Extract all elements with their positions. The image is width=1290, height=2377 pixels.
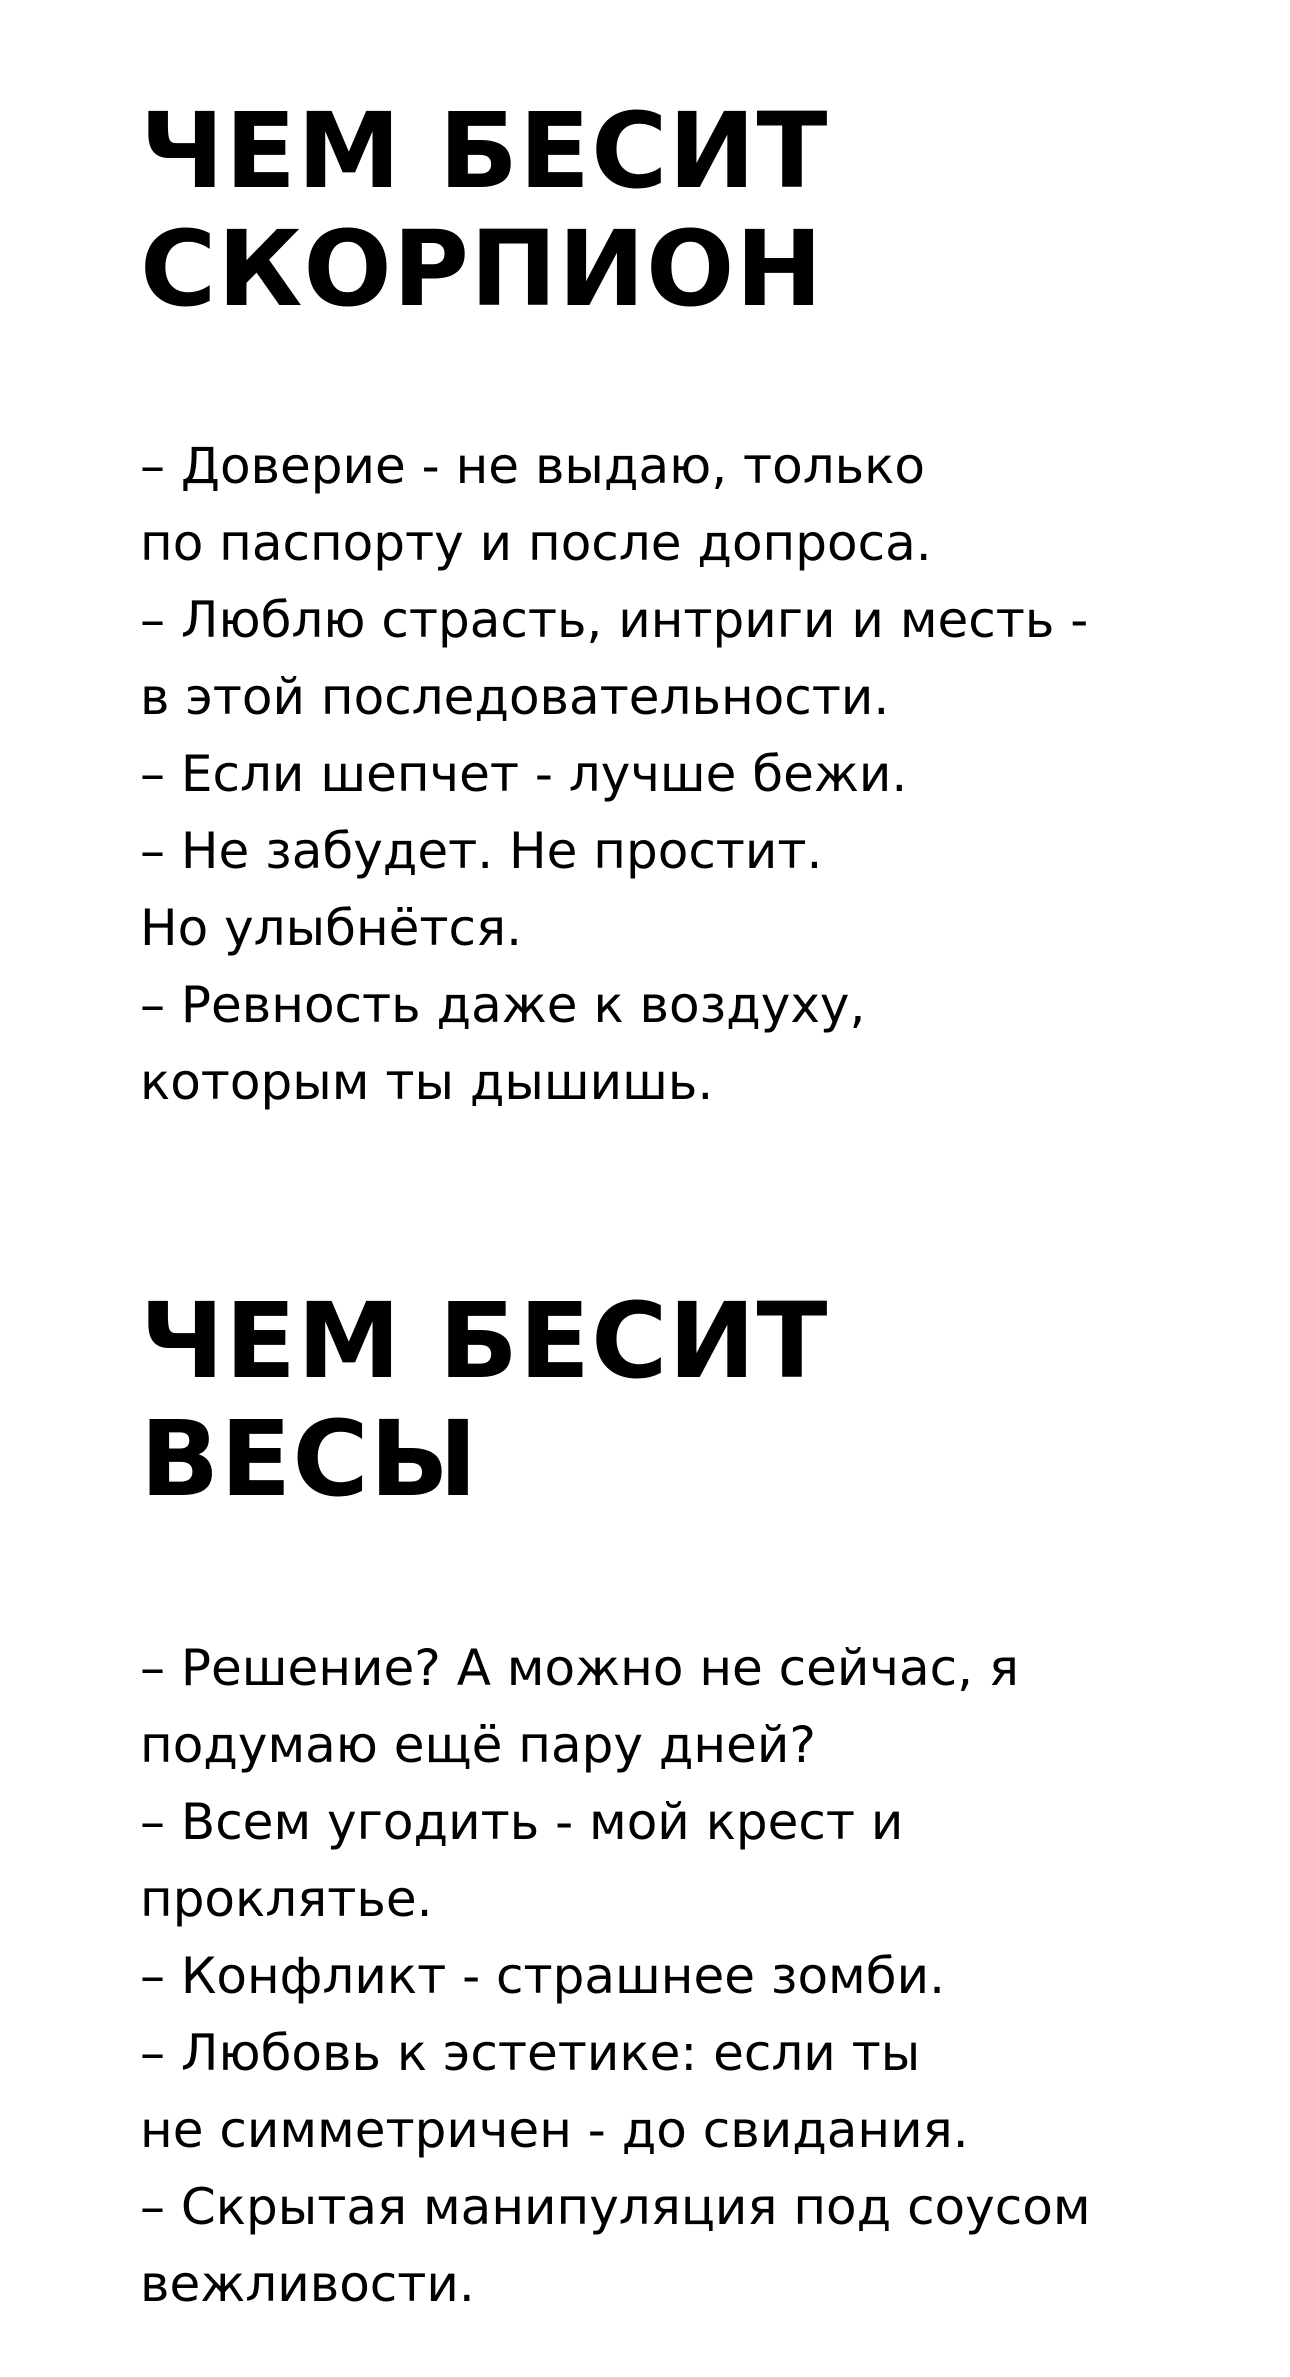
title-line: ЧЕМ БЕСИТ (140, 90, 829, 212)
libra-section (140, 1282, 1260, 2323)
scorpio-title (140, 92, 1260, 328)
text-line: – Скрытая манипуляция под соусом (140, 2178, 1091, 2236)
text-line: которым ты дышишь. (140, 1053, 714, 1111)
text-line: – Люблю страсть, интриги и месть - (140, 591, 1089, 649)
scorpio-section (140, 92, 1260, 1121)
text-line: вежливости. (140, 2255, 475, 2313)
text-line: – Ревность даже к воздуху, (140, 976, 866, 1034)
title-line: ВЕСЫ (140, 1398, 479, 1520)
text-line: – Любовь к эстетике: если ты (140, 2024, 921, 2082)
libra-text (140, 1630, 1260, 2323)
text-line: – Конфликт - страшнее зомби. (140, 1947, 946, 2005)
libra-title (140, 1282, 1260, 1518)
text-line: – Не забудет. Не простит. (140, 822, 823, 880)
scorpio-text (140, 428, 1260, 1121)
text-line: по паспорту и после допроса. (140, 514, 932, 572)
text-line: Но улыбнётся. (140, 899, 522, 957)
text-line: – Если шепчет - лучше бежи. (140, 745, 908, 803)
title-line: СКОРПИОН (140, 208, 824, 330)
text-line: проклятье. (140, 1870, 433, 1928)
title-line: ЧЕМ БЕСИТ (140, 1280, 829, 1402)
text-line: подумаю ещё пару дней? (140, 1716, 816, 1774)
text-line: – Решение? А можно не сейчас, я (140, 1639, 1019, 1697)
text-line: – Всем угодить - мой крест и (140, 1793, 904, 1851)
text-line: в этой последовательности. (140, 668, 890, 726)
text-line: не симметричен - до свидания. (140, 2101, 969, 2159)
text-line: – Доверие - не выдаю, только (140, 437, 925, 495)
